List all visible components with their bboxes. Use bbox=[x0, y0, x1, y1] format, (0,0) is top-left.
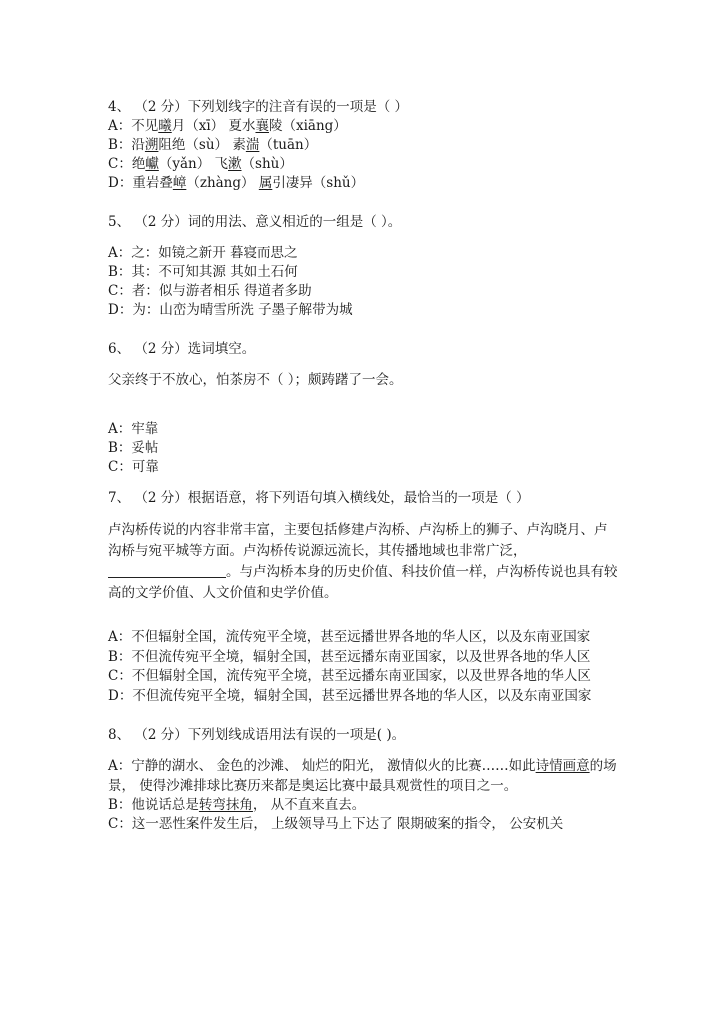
question-5-option-a[interactable]: A：之：如镜之新开 暮寝而思之 bbox=[108, 245, 298, 261]
question-5-option-d[interactable]: D：为：山峦为晴雪所洗 子墨子解带为城 bbox=[108, 302, 353, 318]
option-text: D：重岩叠 bbox=[108, 175, 173, 191]
question-5-stem: 5、 （2 分）词的用法、意义相近的一组是（ ）。 bbox=[108, 214, 402, 230]
question-4 bbox=[108, 98, 618, 193]
question-8 bbox=[108, 726, 618, 834]
underlined-char: 属 bbox=[258, 175, 273, 191]
question-4-stem: 4、 （2 分）下列划线字的注音有误的一项是（ ） bbox=[108, 99, 409, 115]
option-text: C：绝 bbox=[108, 156, 146, 172]
option-text: 的场景， 使得沙滩排球比赛历来都是奥运比赛中最具观赏性的项目之一。 bbox=[108, 758, 617, 794]
question-7-stem: 7、 （2 分）根据语意，将下列语句填入横线处，最恰当的一项是（ ） bbox=[108, 490, 530, 506]
option-text: B：他说话总是 bbox=[108, 797, 199, 813]
underlined-idiom: 诗情画意 bbox=[535, 758, 590, 774]
question-6-option-b[interactable]: B：妥帖 bbox=[108, 440, 159, 456]
option-text: A：宁静的湖水、 金色的沙滩、 灿烂的阳光， 激情似火的比赛……如此 bbox=[108, 758, 536, 774]
question-4-option-a[interactable] bbox=[108, 117, 618, 136]
question-6-option-a[interactable]: A：牢靠 bbox=[108, 421, 159, 437]
option-text: 陵（xiāng） bbox=[268, 118, 347, 134]
question-4-option-d[interactable] bbox=[108, 174, 618, 193]
question-7-option-d[interactable]: D：不但流传宛平全境，辐射全国，甚至远播世界各地的华人区，以及东南亚国家 bbox=[108, 687, 592, 704]
question-7-option-c[interactable]: C：不但辐射全国，流传宛平全境，甚至远播东南亚国家，以及世界各地的华人区 bbox=[108, 668, 591, 684]
option-text: （yǎn） 飞 bbox=[158, 156, 229, 172]
exam-page bbox=[108, 98, 618, 834]
option-text: 月（xī） 夏水 bbox=[171, 118, 256, 134]
question-7-passage bbox=[108, 520, 618, 604]
question-8-stem: 8、 （2 分）下列划线成语用法有误的一项是( )。 bbox=[108, 727, 406, 743]
question-6 bbox=[108, 340, 618, 477]
question-6-stem: 6、 （2 分）选词填空。 bbox=[108, 341, 256, 357]
question-7 bbox=[108, 489, 618, 706]
answer-blank bbox=[108, 563, 226, 578]
question-8-option-b[interactable] bbox=[108, 796, 618, 815]
option-text: （tuān） bbox=[259, 137, 318, 153]
option-text: （shù） bbox=[241, 156, 293, 172]
question-6-sentence: 父亲终于不放心，怕茶房不（ ）；颇踌躇了一会。 bbox=[108, 372, 403, 388]
underlined-char: 漱 bbox=[228, 156, 242, 172]
passage-text: 卢沟桥传说的内容非常丰富，主要包括修建卢沟桥、卢沟桥上的狮子、卢沟晓月、卢沟桥与宛平城等方面。卢沟桥传说源远流长，其传播地域也非常广泛， bbox=[108, 522, 608, 559]
question-5-option-b[interactable]: B：其：不可知其源 其如土石何 bbox=[108, 264, 298, 280]
underlined-char: 溯 bbox=[144, 137, 159, 153]
underlined-char: 巘 bbox=[145, 156, 159, 172]
underlined-char: 湍 bbox=[245, 137, 260, 153]
question-5 bbox=[108, 213, 618, 320]
question-8-option-a[interactable] bbox=[108, 757, 618, 796]
question-7-option-a[interactable]: A：不但辐射全国，流传宛平全境，甚至远播世界各地的华人区，以及东南亚国家 bbox=[108, 629, 591, 645]
question-5-option-c[interactable]: C：者：似与游者相乐 得道者多助 bbox=[108, 283, 312, 299]
question-7-option-b[interactable]: B：不但流传宛平全境，辐射全国，甚至远播东南亚国家，以及世界各地的华人区 bbox=[108, 648, 591, 665]
option-text: 阻绝（sù） 素 bbox=[158, 137, 246, 153]
question-4-option-b[interactable] bbox=[108, 136, 618, 155]
option-text: 引凄异（shǔ） bbox=[272, 175, 365, 191]
question-8-option-c[interactable]: C：这一恶性案件发生后， 上级领导马上下达了 限期破案的指令， 公安机关 bbox=[108, 816, 564, 832]
option-text: ， 从不直来直去。 bbox=[252, 797, 366, 813]
underlined-char: 襄 bbox=[255, 118, 269, 134]
question-4-option-c[interactable] bbox=[108, 155, 618, 174]
underlined-char: 嶂 bbox=[172, 175, 187, 191]
passage-text: 。与卢沟桥本身的历史价值、科技价值一样，卢沟桥传说也具有较高的文学价值、人文价值和史学价值。 bbox=[108, 564, 618, 601]
underlined-char: 曦 bbox=[158, 118, 172, 134]
option-text: （zhàng） bbox=[186, 175, 259, 191]
option-text: A：不见 bbox=[108, 118, 159, 134]
underlined-idiom: 转弯抹角 bbox=[198, 797, 253, 813]
option-text: B：沿 bbox=[108, 137, 145, 153]
question-6-option-c[interactable]: C：可靠 bbox=[108, 459, 159, 475]
